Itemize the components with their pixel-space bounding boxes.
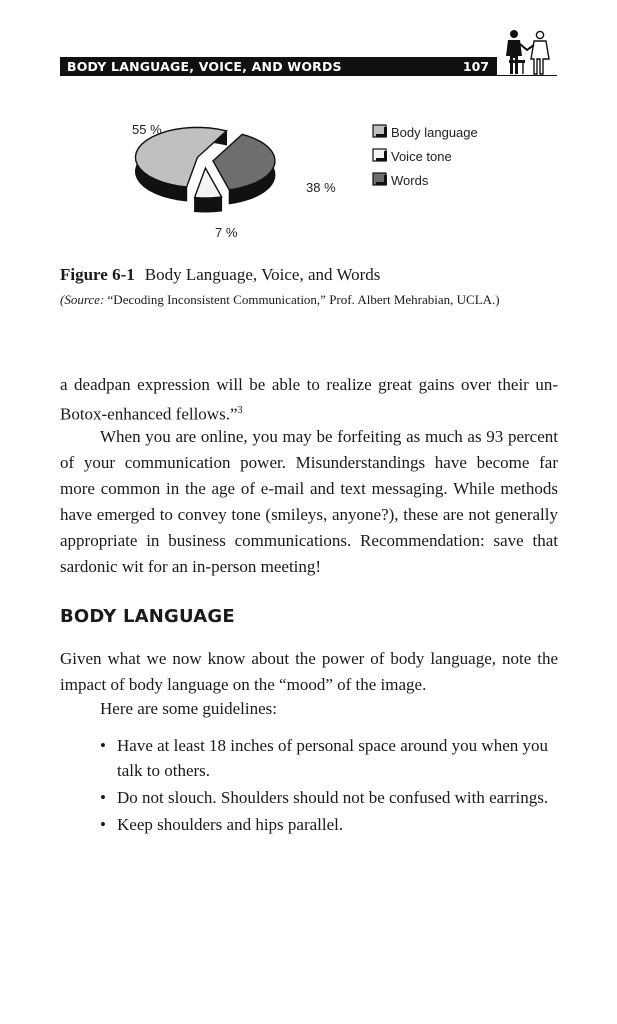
figure-caption — [60, 265, 560, 285]
legend-label-voice-tone: Voice tone — [391, 149, 452, 164]
source-label: (Source: — [60, 292, 105, 307]
list-item: • Do not slouch. Shoulders should not be confused with earrings. — [100, 785, 550, 810]
paragraph-3: Given what we now know about the power of body language, note the impact of body language on the “mood” of the image. — [60, 649, 558, 694]
chart-legend — [373, 125, 478, 188]
list-item: • Keep shoulders and hips parallel. — [100, 812, 550, 837]
source-text: “Decoding Inconsistent Communication,” Prof. Albert Mehrabian, UCLA.) — [104, 292, 500, 307]
running-header — [60, 57, 497, 76]
legend-label-words: Words — [391, 173, 429, 188]
pie-slice-voice-tone — [195, 168, 222, 198]
slice-label-voice-tone: 7 % — [215, 225, 238, 240]
paragraph-1-text: a deadpan expression will be able to realize great gains over their un-Botox-enhanced fellows.” — [60, 375, 558, 424]
slice-label-body-language: 55 % — [132, 122, 162, 137]
figure-source — [60, 290, 560, 309]
section-heading: BODY LANGUAGE — [60, 606, 235, 627]
header-title: BODY LANGUAGE, VOICE, AND WORDS — [67, 59, 342, 74]
paragraph-4: Here are some guidelines: — [100, 699, 278, 718]
legend-label-body-language: Body language — [391, 125, 478, 140]
footnote-ref: 3 — [237, 405, 243, 416]
guidelines-list — [100, 733, 550, 839]
pie-slice-side-voice-tone — [195, 197, 222, 212]
list-item: • Have at least 18 inches of personal space around you when you talk to others. — [100, 733, 550, 783]
figure-title: Body Language, Voice, and Words — [144, 265, 381, 284]
handshake-figures-icon — [497, 26, 557, 76]
page-number: 107 — [462, 59, 489, 74]
paragraph-1 — [60, 372, 558, 428]
paragraph-2: When you are online, you may be forfeiting as much as 93 percent of your communication power. Misunderstandings have become far more common in the age of e-mail and text messaging. While methods have emerged to convey tone (smileys, anyone?), these are not generally appropriate in business communications. Recommendation: save that sardonic wit for an in-person meeting! — [60, 427, 558, 576]
slice-label-words: 38 % — [306, 180, 336, 195]
pie-chart — [100, 110, 520, 250]
figure-number: Figure 6-1 — [60, 265, 135, 284]
